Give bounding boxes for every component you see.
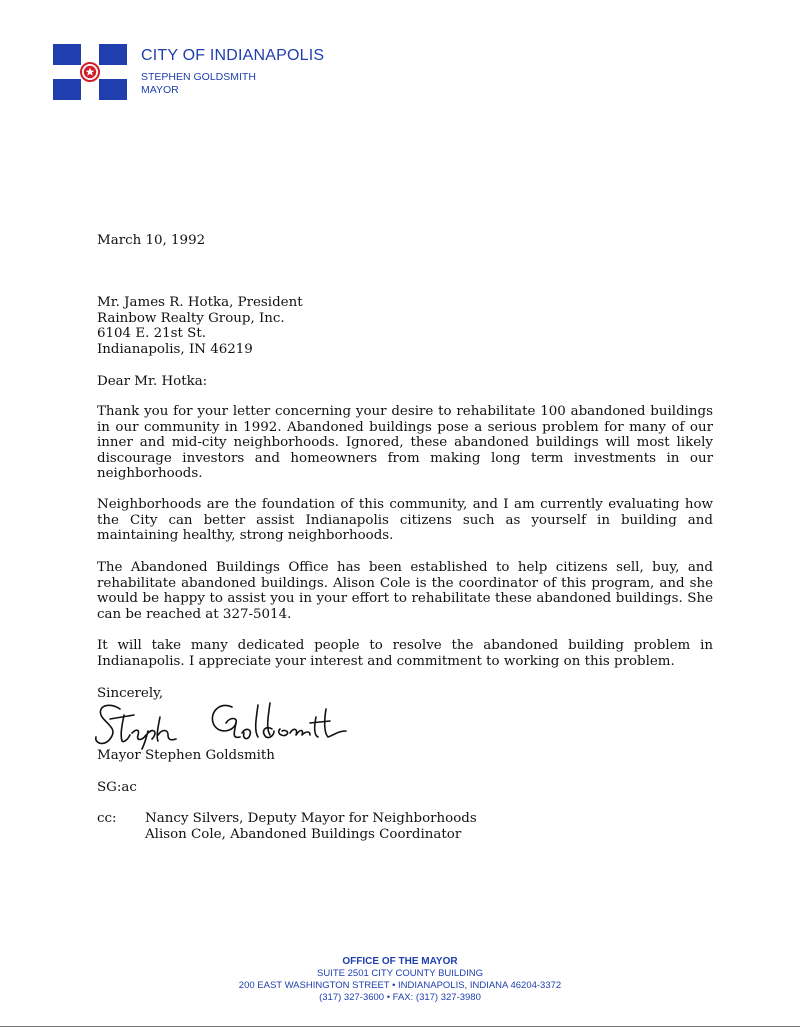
handwritten-signature xyxy=(90,695,350,750)
recipient-line: Rainbow Realty Group, Inc. xyxy=(97,310,285,326)
signer-name: Mayor Stephen Goldsmith xyxy=(97,748,275,763)
body-paragraph: The Abandoned Buildings Office has been established to help citizens sell, buy, and rehabilitate abandoned buildings. Alison Cole is the coordinator of this program, and she would be happy to assist you in your effort to rehabilitate these abandoned buildings. She can be reached at 327-5014. xyxy=(97,560,713,622)
body-paragraph: It will take many dedicated people to resolve the abandoned building problem in Indianapolis. I appreciate your interest and commitment to working on this problem. xyxy=(97,638,713,669)
letter-date: March 10, 1992 xyxy=(97,233,206,248)
body-paragraph: Thank you for your letter concerning your desire to rehabilitate 100 abandoned buildings in our community in 1992. Abandoned buildings pose a serious problem for many of our inner and mid-city neighborhoods. Ignored, these abandoned buildings will most likely discourage investors and homeowners from making long term investments in our neighborhoods. xyxy=(97,404,713,481)
org-name: CITY OF INDIANAPOLIS xyxy=(141,47,325,64)
recipient-line: Indianapolis, IN 46219 xyxy=(97,341,253,357)
cc-label: cc: xyxy=(97,811,117,826)
body-paragraph: Neighborhoods are the foundation of this community, and I am currently evaluating how the City can better assist Indianapolis citizens such as yourself in building and maintaining healthy, strong neighborhoods. xyxy=(97,497,713,543)
typist-initials: SG:ac xyxy=(97,780,137,795)
footer-suite: SUITE 2501 CITY COUNTY BUILDING xyxy=(317,968,483,979)
recipient-address xyxy=(97,295,303,357)
recipient-line: 6104 E. 21st St. xyxy=(97,326,206,341)
footer-office: OFFICE OF THE MAYOR xyxy=(342,956,458,967)
closing: Sincerely, xyxy=(97,686,164,701)
cc-list xyxy=(145,811,477,842)
letterhead-mayor-title: MAYOR xyxy=(141,84,179,96)
footer-address: 200 EAST WASHINGTON STREET • INDIANAPOLIS, INDIANA 46204-3372 xyxy=(238,980,562,991)
recipient-line: Mr. James R. Hotka, President xyxy=(97,295,303,310)
city-flag-logo-icon xyxy=(53,44,127,100)
salutation: Dear Mr. Hotka: xyxy=(97,374,208,389)
letterhead-mayor-name: STEPHEN GOLDSMITH xyxy=(141,71,256,83)
footer-phone-fax: (317) 327-3600 • FAX: (317) 327-3980 xyxy=(319,992,481,1003)
cc-recipient: Alison Cole, Abandoned Buildings Coordinator xyxy=(145,826,462,842)
cc-recipient: Nancy Silvers, Deputy Mayor for Neighborhoods xyxy=(145,811,477,826)
bottom-rule xyxy=(0,1026,800,1027)
